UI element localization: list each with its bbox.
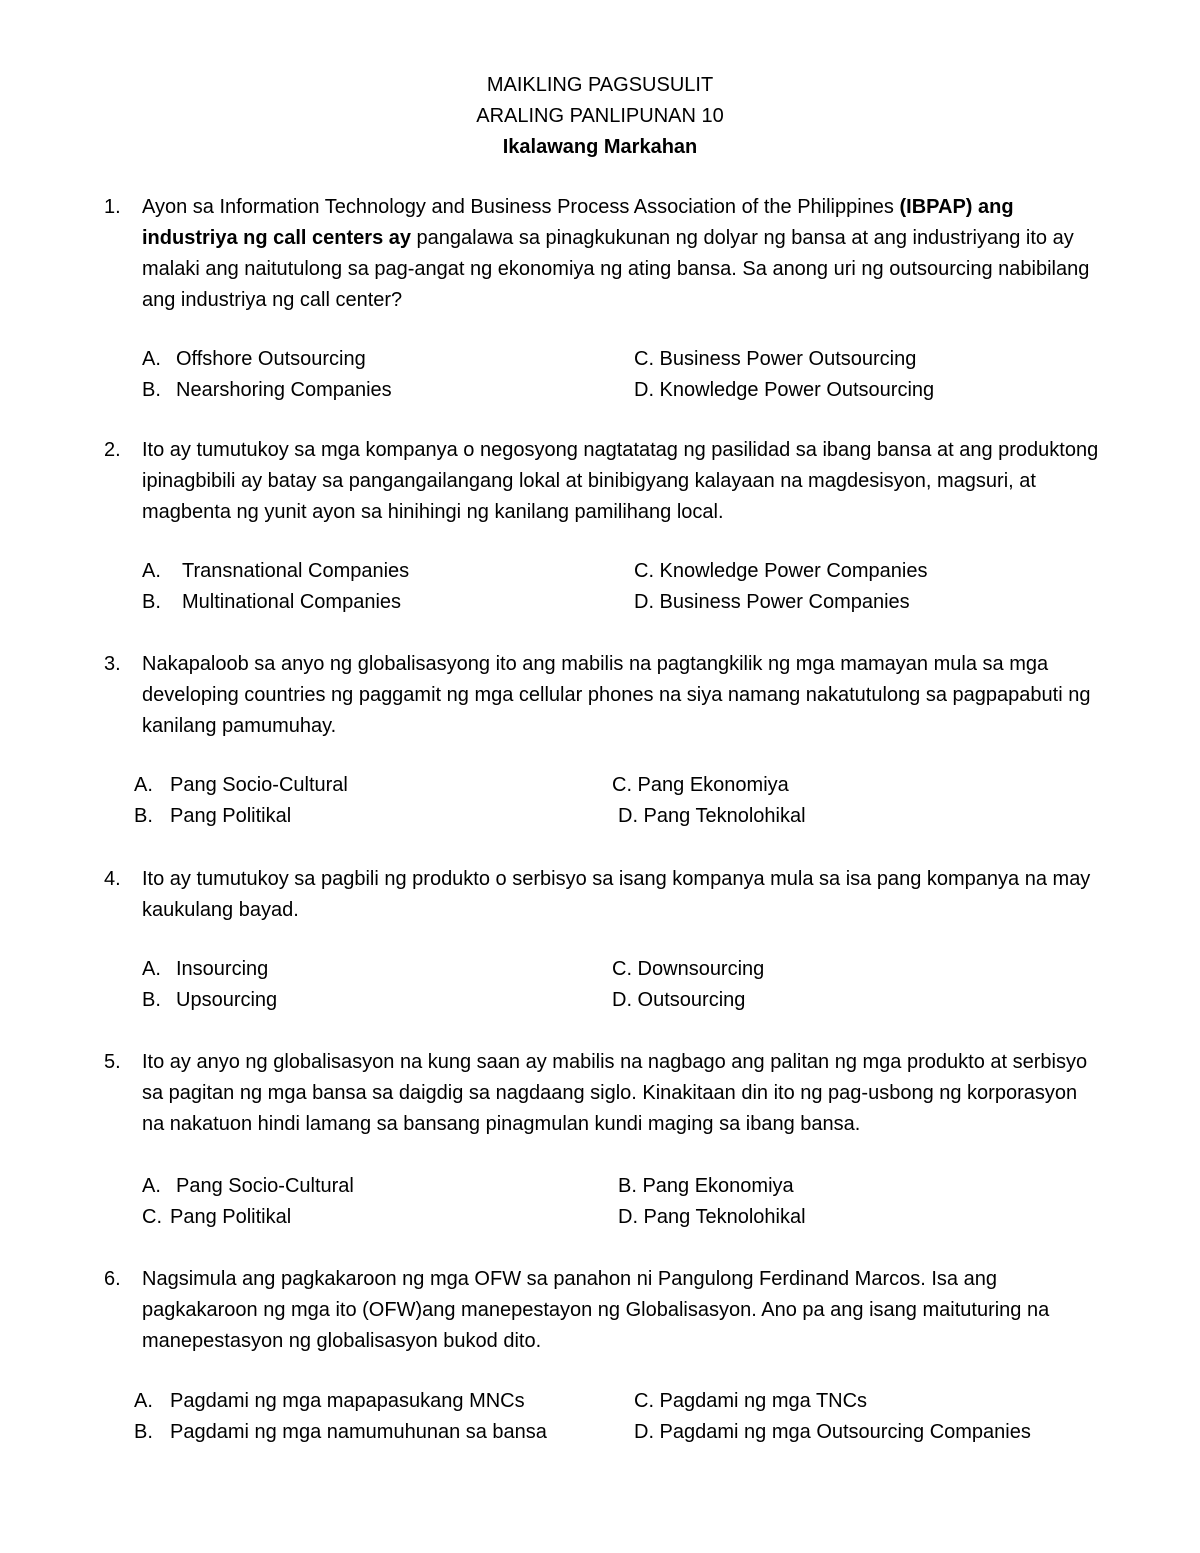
- choice-b[interactable]: B. Multinational Companies: [142, 591, 402, 613]
- question-text: Nagsimula ang pagkakaroon ng mga OFW sa panahon ni Pangulong Ferdinand Marcos. Isa ang pagkakaroon ng mga ito (OFW)ang manepestayon ng Globalisasyon. Ano pa ang isang maituturing na manepestasyon ng globalisasyon bukod dito.: [142, 1268, 1050, 1352]
- question-6: [104, 1264, 1104, 1443]
- question-3: [104, 649, 1104, 827]
- choice-c[interactable]: C. Business Power Outsourcing: [634, 348, 917, 370]
- choice-d[interactable]: D. Knowledge Power Outsourcing: [634, 379, 935, 401]
- choice-b[interactable]: B. Upsourcing: [142, 989, 278, 1011]
- question-number: 5.: [104, 1051, 121, 1073]
- question-text: Ito ay tumutukoy sa pagbili ng produkto o serbisyo sa isang kompanya mula sa isa pang kompanya na may kaukulang bayad.: [142, 868, 1091, 921]
- choice-d[interactable]: D. Pang Teknolohikal: [618, 805, 806, 827]
- question-5: [104, 1047, 1104, 1228]
- choice-a[interactable]: A. Pang Socio-Cultural: [134, 774, 348, 796]
- header-subject: ARALING PANLIPUNAN 10: [476, 105, 724, 127]
- choice-d[interactable]: D. Outsourcing: [612, 989, 746, 1011]
- choice-c-left[interactable]: C. Pang Politikal: [142, 1206, 292, 1228]
- choice-a[interactable]: A. Transnational Companies: [142, 560, 410, 582]
- choice-b[interactable]: B. Pagdami ng mga namumuhunan sa bansa: [134, 1421, 547, 1443]
- choice-d[interactable]: D. Business Power Companies: [634, 591, 910, 613]
- question-text: Ayon sa Information Technology and Business Process Association of the Philippines (IBPAP) ang industriya ng call centers ay pangalawa sa pinagkukunan ng dolyar ng bansa at ang industriyang ito ay malaki ang naitutulong sa pag-angat ng ekonomiya ng ating bansa. Sa anong uri ng outsourcing nabibilang ang industriya ng call center?: [142, 196, 1090, 311]
- choice-b[interactable]: B. Pang Politikal: [134, 805, 292, 827]
- question-4: [104, 864, 1104, 1011]
- question-number: 6.: [104, 1268, 121, 1290]
- question-text: Ito ay anyo ng globalisasyon na kung saan ay mabilis na nagbago ang palitan ng mga produkto at serbisyo sa pagitan ng mga bansa sa daigdig sa nagdaang siglo. Kinakitaan din ito ng pag-usbong ng korporasyon na nakatuon hindi lamang sa bansang pinagmulan kundi maging sa ibang bansa.: [142, 1051, 1088, 1135]
- question-1: [104, 192, 1104, 401]
- question-text: Nakapaloob sa anyo ng globalisasyong ito ang mabilis na pagtangkilik ng mga mamayan mula sa mga developing countries ng paggamit ng mga cellular phones na siya namang nakatutulong sa pagpapabuti ng kanilang pamumuhay.: [142, 653, 1091, 737]
- choice-c[interactable]: C. Pang Ekonomiya: [612, 774, 789, 796]
- choice-c[interactable]: C. Knowledge Power Companies: [634, 560, 928, 582]
- question-number: 2.: [104, 439, 121, 461]
- choice-d[interactable]: D. Pagdami ng mga Outsourcing Companies: [634, 1421, 1031, 1443]
- question-number: 4.: [104, 868, 121, 890]
- choice-b-right[interactable]: B. Pang Ekonomiya: [618, 1175, 794, 1197]
- choice-a[interactable]: A. Pang Socio-Cultural: [142, 1175, 354, 1197]
- choice-c[interactable]: C. Pagdami ng mga TNCs: [634, 1390, 868, 1412]
- choice-c[interactable]: C. Downsourcing: [612, 958, 765, 980]
- question-number: 1.: [104, 196, 121, 218]
- header-quarter: Ikalawang Markahan: [502, 136, 698, 158]
- question-2: [104, 435, 1104, 613]
- choice-a[interactable]: A. Offshore Outsourcing: [142, 348, 366, 370]
- question-text: Ito ay tumutukoy sa mga kompanya o negosyong nagtatatag ng pasilidad sa ibang bansa at ang produktong ipinagbibili ay batay sa pangangailangang lokal at binibigyang kalayaan na magdesisyon, magsuri, at magbenta ng yunit ayon sa hinihingi ng kanilang pamilihang local.: [142, 439, 1099, 523]
- document-header: [0, 70, 1200, 163]
- choice-b[interactable]: B. Nearshoring Companies: [142, 379, 392, 401]
- choice-d[interactable]: D. Pang Teknolohikal: [618, 1206, 806, 1228]
- choice-a[interactable]: A. Insourcing: [142, 958, 269, 980]
- choice-a[interactable]: A. Pagdami ng mga mapapasukang MNCs: [134, 1390, 525, 1412]
- question-number: 3.: [104, 653, 121, 675]
- header-title: MAIKLING PAGSUSULIT: [486, 74, 714, 96]
